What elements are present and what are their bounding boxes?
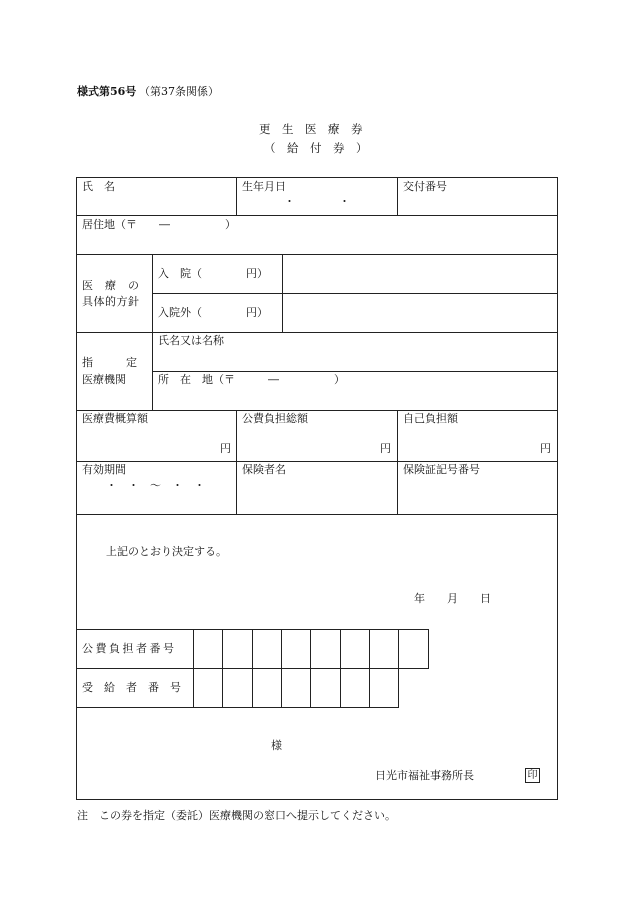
honorific: 様 — [271, 739, 282, 752]
birthdate-label: 生年月日 — [242, 180, 286, 193]
document-subtitle: （ 給 付 券 ） — [264, 141, 368, 155]
institution-address-label: 所 在 地（〒 ― ） — [158, 373, 345, 386]
public-total-label: 公費負担総額 — [242, 412, 308, 425]
form-number: 様式第56号 — [77, 85, 137, 98]
validity-period-range: ・ ・ ～ ・ ・ — [106, 479, 205, 492]
medical-plan-label-2: 具体的方針 — [82, 295, 140, 308]
yen-unit: 円 — [220, 442, 231, 455]
validity-period-label: 有効期間 — [82, 463, 126, 476]
decision-text: 上記のとおり決定する。 — [106, 545, 227, 558]
self-pay-label: 自己負担額 — [403, 412, 458, 425]
address-label: 居住地（〒 ― ） — [82, 218, 236, 231]
institution-label-1: 指 定 — [82, 356, 137, 369]
form-reference: （第37条関係） — [139, 85, 219, 98]
footer-note: 注 この券を指定（委託）医療機関の窓口へ提示してください。 — [77, 809, 396, 822]
decision-date: 年 月 日 — [414, 592, 491, 605]
issuer-name: 日光市福祉事務所長 — [375, 769, 474, 782]
yen-unit: 円 — [540, 442, 551, 455]
outpatient-label: 入院外（ 円） — [158, 306, 268, 319]
institution-name-label: 氏名又は名称 — [158, 334, 224, 347]
insurance-number-label: 保険証記号番号 — [403, 463, 480, 476]
yen-unit: 円 — [380, 442, 391, 455]
institution-label-2: 医療機関 — [82, 373, 126, 386]
inpatient-label: 入 院（ 円） — [158, 267, 268, 280]
payer-number-label: 公費負担者番号 — [82, 642, 177, 655]
medical-plan-label-1: 医 療 の — [82, 279, 140, 292]
total-estimate-label: 医療費概算額 — [82, 412, 148, 425]
seal-mark: 印 — [525, 768, 540, 783]
birthdate-separators: ・ ・ — [284, 195, 350, 208]
name-label: 氏 名 — [82, 180, 115, 193]
document-title: 更 生 医 療 券 — [259, 122, 363, 136]
insurer-label: 保険者名 — [242, 463, 286, 476]
issue-number-label: 交付番号 — [403, 180, 447, 193]
recipient-number-label: 受 給 者 番 号 — [82, 681, 181, 694]
